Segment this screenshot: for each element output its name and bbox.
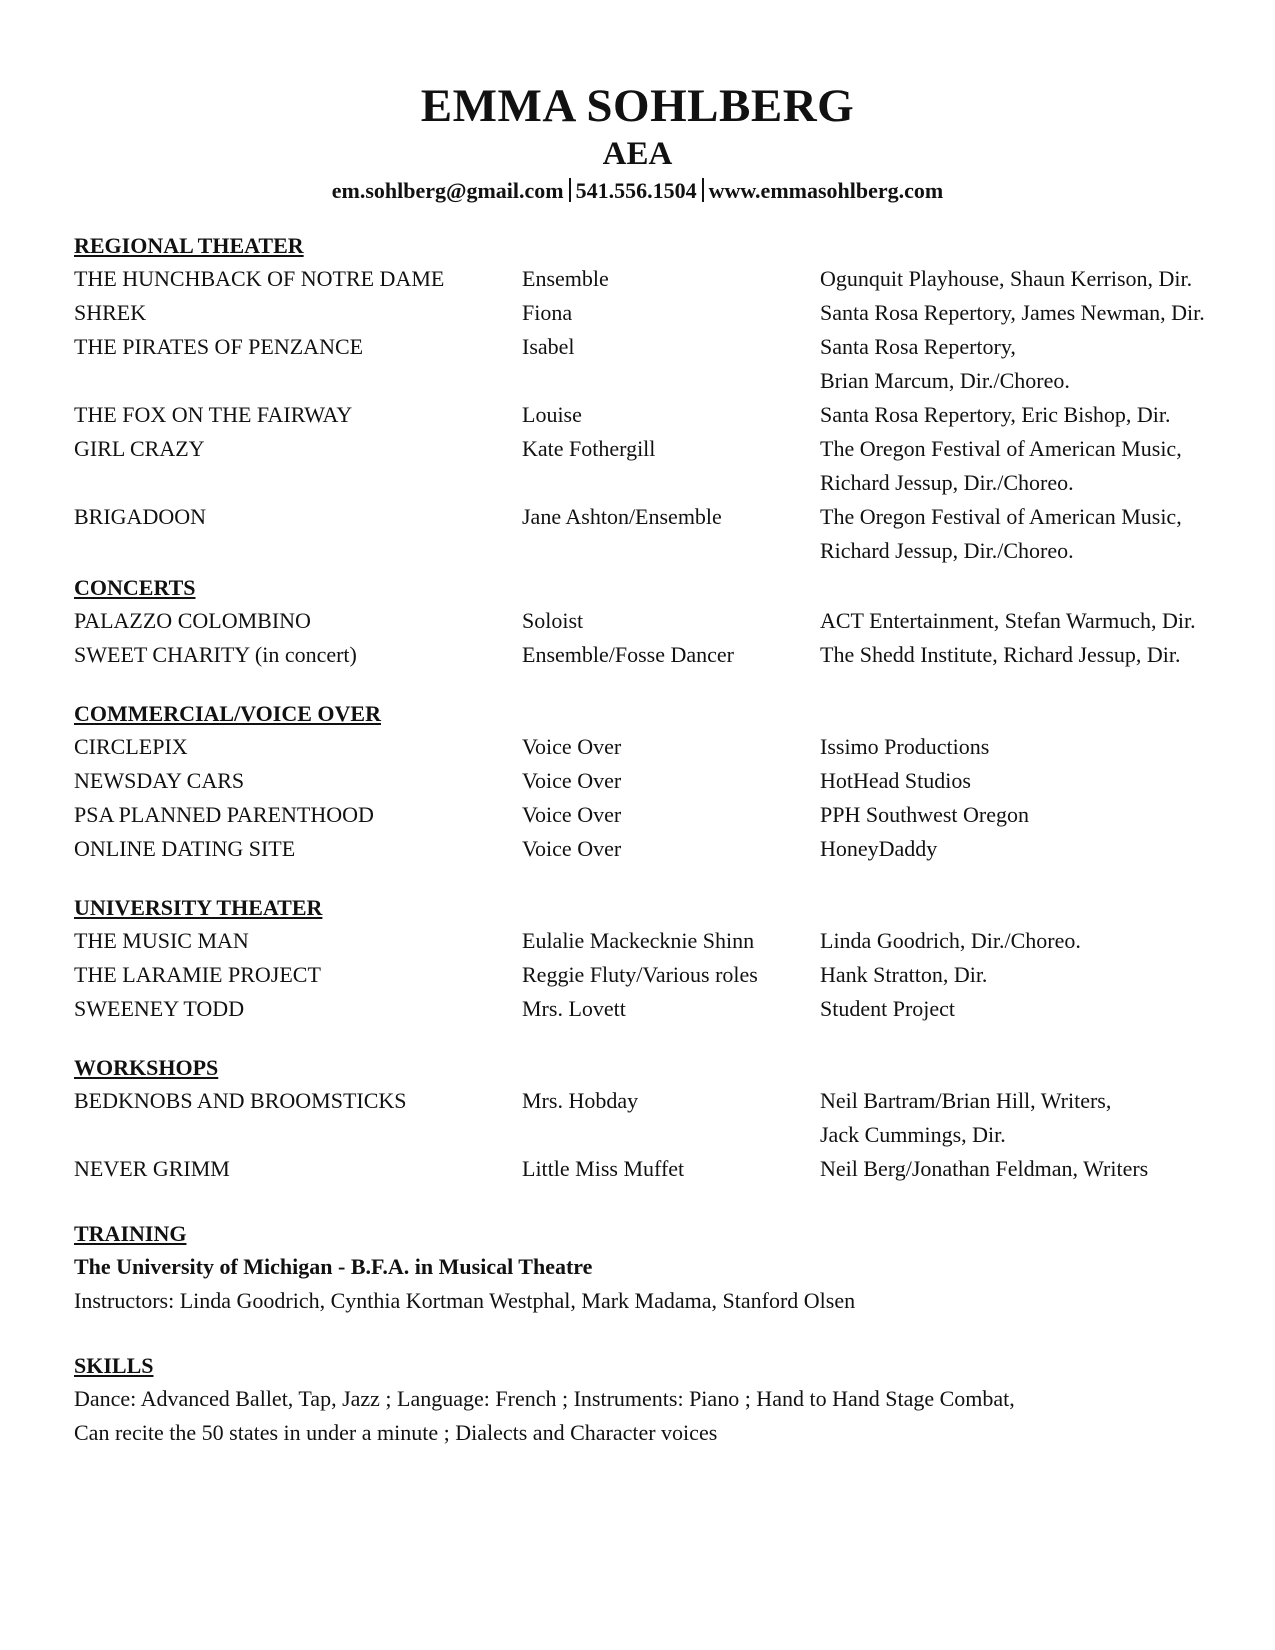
role: Fiona — [522, 300, 573, 325]
section-training — [74, 1218, 1244, 1318]
section-concerts — [74, 572, 1244, 672]
show-title: PALAZZO COLOMBINO — [74, 608, 311, 633]
show-title: CIRCLEPIX — [74, 734, 188, 759]
credit-row — [74, 432, 1244, 500]
credit-row — [74, 992, 1244, 1026]
role: Mrs. Hobday — [522, 1088, 639, 1113]
credit-row — [74, 1152, 1244, 1186]
section-title: TRAINING — [74, 1221, 187, 1246]
credit-row — [74, 1084, 1244, 1152]
show-title: BRIGADOON — [74, 504, 206, 529]
venue — [820, 330, 1240, 398]
role: Little Miss Muffet — [522, 1156, 685, 1181]
credit-row — [74, 730, 1244, 764]
venue-line: Santa Rosa Repertory, — [820, 334, 1016, 359]
venue: Santa Rosa Repertory, James Newman, Dir. — [820, 300, 1205, 325]
section-title: REGIONAL THEATER — [74, 233, 304, 258]
section-regional-theater — [74, 230, 1244, 568]
show-title: THE MUSIC MAN — [74, 928, 249, 953]
credit-row — [74, 924, 1244, 958]
venue-line: Jack Cummings, Dir. — [820, 1122, 1006, 1147]
venue: Hank Stratton, Dir. — [820, 962, 988, 987]
show-title: SWEET CHARITY (in concert) — [74, 642, 357, 667]
venue: HotHead Studios — [820, 768, 971, 793]
section-commercial-voice-over — [74, 698, 1244, 866]
show-title: SWEENEY TODD — [74, 996, 245, 1021]
section-university-theater — [74, 892, 1244, 1026]
venue — [820, 432, 1240, 500]
venue: PPH Southwest Oregon — [820, 802, 1030, 827]
section-workshops — [74, 1052, 1244, 1186]
show-title: BEDKNOBS AND BROOMSTICKS — [74, 1088, 407, 1113]
credit-row — [74, 604, 1244, 638]
role: Kate Fothergill — [522, 436, 656, 461]
venue-line: Neil Bartram/Brian Hill, Writers, — [820, 1088, 1112, 1113]
role: Ensemble/Fosse Dancer — [522, 642, 734, 667]
venue — [820, 1084, 1240, 1152]
venue: Ogunquit Playhouse, Shaun Kerrison, Dir. — [820, 266, 1193, 291]
separator — [569, 178, 571, 202]
resume-header — [0, 78, 1275, 206]
role: Soloist — [522, 608, 584, 633]
venue: Linda Goodrich, Dir./Choreo. — [820, 928, 1081, 953]
credit-row — [74, 958, 1244, 992]
role: Voice Over — [522, 734, 622, 759]
section-title: UNIVERSITY THEATER — [74, 895, 323, 920]
credit-row — [74, 798, 1244, 832]
resume-body — [74, 230, 1244, 1450]
venue: Neil Berg/Jonathan Feldman, Writers — [820, 1156, 1149, 1181]
role: Reggie Fluty/Various roles — [522, 962, 758, 987]
credit-row — [74, 500, 1244, 568]
role: Mrs. Lovett — [522, 996, 626, 1021]
venue — [820, 500, 1240, 568]
show-title: SHREK — [74, 300, 147, 325]
show-title: NEVER GRIMM — [74, 1156, 230, 1181]
role: Eulalie Mackecknie Shinn — [522, 928, 755, 953]
show-title: THE FOX ON THE FAIRWAY — [74, 402, 353, 427]
show-title: THE LARAMIE PROJECT — [74, 962, 321, 987]
venue-line: Richard Jessup, Dir./Choreo. — [820, 538, 1074, 563]
venue-line: The Oregon Festival of American Music, — [820, 504, 1182, 529]
role: Voice Over — [522, 768, 622, 793]
credit-row — [74, 262, 1244, 296]
show-title: PSA PLANNED PARENTHOOD — [74, 802, 374, 827]
role: Voice Over — [522, 802, 622, 827]
show-title: GIRL CRAZY — [74, 436, 205, 461]
training-instructors: Instructors: Linda Goodrich, Cynthia Kortman Westphal, Mark Madama, Stanford Olsen — [74, 1288, 856, 1313]
venue: Student Project — [820, 996, 956, 1021]
venue-line: Brian Marcum, Dir./Choreo. — [820, 368, 1070, 393]
venue-line: The Oregon Festival of American Music, — [820, 436, 1182, 461]
venue: Issimo Productions — [820, 734, 990, 759]
venue: Santa Rosa Repertory, Eric Bishop, Dir. — [820, 402, 1171, 427]
venue: HoneyDaddy — [820, 836, 938, 861]
email-text: em.sohlberg@gmail.com — [331, 178, 564, 203]
phone-text: 541.556.1504 — [575, 178, 697, 203]
venue: The Shedd Institute, Richard Jessup, Dir. — [820, 642, 1181, 667]
credit-row — [74, 832, 1244, 866]
contact-line — [0, 176, 1275, 206]
role: Voice Over — [522, 836, 622, 861]
credit-row — [74, 638, 1244, 672]
venue: ACT Entertainment, Stefan Warmuch, Dir. — [820, 608, 1196, 633]
section-title: CONCERTS — [74, 575, 196, 600]
training-school: The University of Michigan - B.F.A. in Musical Theatre — [74, 1254, 593, 1279]
website-text: www.emmasohlberg.com — [708, 178, 944, 203]
show-title: THE PIRATES OF PENZANCE — [74, 334, 364, 359]
section-title: COMMERCIAL/VOICE OVER — [74, 701, 381, 726]
credit-row — [74, 330, 1244, 398]
credit-row — [74, 296, 1244, 330]
credit-row — [74, 398, 1244, 432]
union-affiliation: AEA — [602, 136, 673, 172]
show-title: NEWSDAY CARS — [74, 768, 245, 793]
role: Jane Ashton/Ensemble — [522, 504, 722, 529]
section-skills — [74, 1350, 1244, 1450]
section-title: WORKSHOPS — [74, 1055, 219, 1080]
credit-row — [74, 764, 1244, 798]
skills-line: Dance: Advanced Ballet, Tap, Jazz ; Language: French ; Instruments: Piano ; Hand to Hand Stage Combat, — [74, 1386, 1015, 1411]
separator — [702, 178, 704, 202]
role: Louise — [522, 402, 582, 427]
skills-line: Can recite the 50 states in under a minute ; Dialects and Character voices — [74, 1420, 718, 1445]
show-title: ONLINE DATING SITE — [74, 836, 296, 861]
performer-name: EMMA SOHLBERG — [420, 80, 855, 132]
role: Isabel — [522, 334, 575, 359]
role: Ensemble — [522, 266, 609, 291]
show-title: THE HUNCHBACK OF NOTRE DAME — [74, 266, 445, 291]
section-title: SKILLS — [74, 1353, 154, 1378]
venue-line: Richard Jessup, Dir./Choreo. — [820, 470, 1074, 495]
